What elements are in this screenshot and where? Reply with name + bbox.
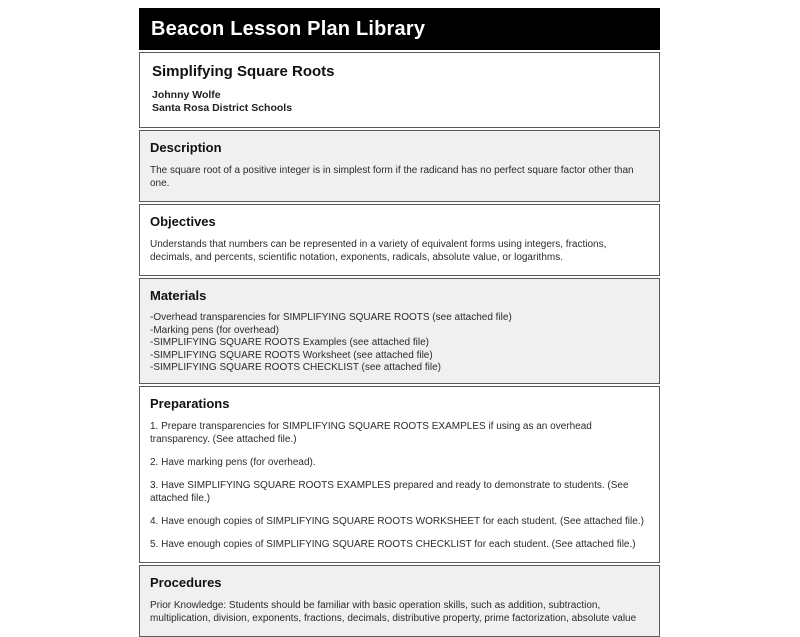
section-heading: Materials <box>150 288 207 303</box>
section-heading: Description <box>150 140 222 155</box>
site-header <box>139 8 660 50</box>
section-paragraph: The square root of a positive integer is in simplest form if the radicand has no perfect square factor other than one. <box>150 165 634 189</box>
site-title: Beacon Lesson Plan Library <box>151 17 426 40</box>
lesson-sections <box>139 130 660 637</box>
section-line: -Marking pens (for overhead) <box>150 324 279 336</box>
section-line: -SIMPLIFYING SQUARE ROOTS CHECKLIST (see attached file) <box>150 362 442 373</box>
lesson-author: Johnny Wolfe <box>152 89 221 101</box>
section-paragraph: 2. Have marking pens (for overhead). <box>150 456 316 468</box>
section-preparations <box>139 386 660 563</box>
section-paragraph: 1. Prepare transparencies for SIMPLIFYING SQUARE ROOTS EXAMPLES if using as an overhead transparency. (See attached file.) <box>150 420 592 445</box>
section-paragraph: 5. Have enough copies of SIMPLIFYING SQUARE ROOTS CHECKLIST for each student. (See attached file.) <box>150 538 636 550</box>
lesson-title: Simplifying Square Roots <box>152 63 335 80</box>
lesson-organization: Santa Rosa District Schools <box>152 102 293 114</box>
section-paragraph: Prior Knowledge: Students should be familiar with basic operation skills, such as addition, subtraction, multiplication, division, exponents, fractions, decimals, distributive property, prime factorization, absolute value <box>150 599 637 624</box>
section-paragraph: Understands that numbers can be represented in a variety of equivalent forms using integers, fractions, decimals, and percents, scientific notation, exponents, radicals, absolute value, or logarithms. <box>150 239 607 263</box>
section-line: -SIMPLIFYING SQUARE ROOTS Worksheet (see attached file) <box>150 349 433 361</box>
section-heading: Objectives <box>150 214 216 229</box>
lesson-plan-page <box>139 8 660 637</box>
section-heading: Procedures <box>150 574 222 590</box>
section-paragraph: 4. Have enough copies of SIMPLIFYING SQUARE ROOTS WORKSHEET for each student. (See attached file.) <box>150 515 644 527</box>
section-heading: Preparations <box>150 395 230 411</box>
section-line: -SIMPLIFYING SQUARE ROOTS Examples (see attached file) <box>150 337 429 348</box>
section-objectives <box>139 204 660 276</box>
section-line: -Overhead transparencies for SIMPLIFYING SQUARE ROOTS (see attached file) <box>150 312 512 323</box>
section-procedures <box>139 565 660 637</box>
section-description <box>139 130 660 202</box>
section-paragraph: 3. Have SIMPLIFYING SQUARE ROOTS EXAMPLES prepared and ready to demonstrate to students. (See attached file.) <box>150 479 629 504</box>
section-materials <box>139 278 660 384</box>
lesson-title-section <box>139 52 660 128</box>
